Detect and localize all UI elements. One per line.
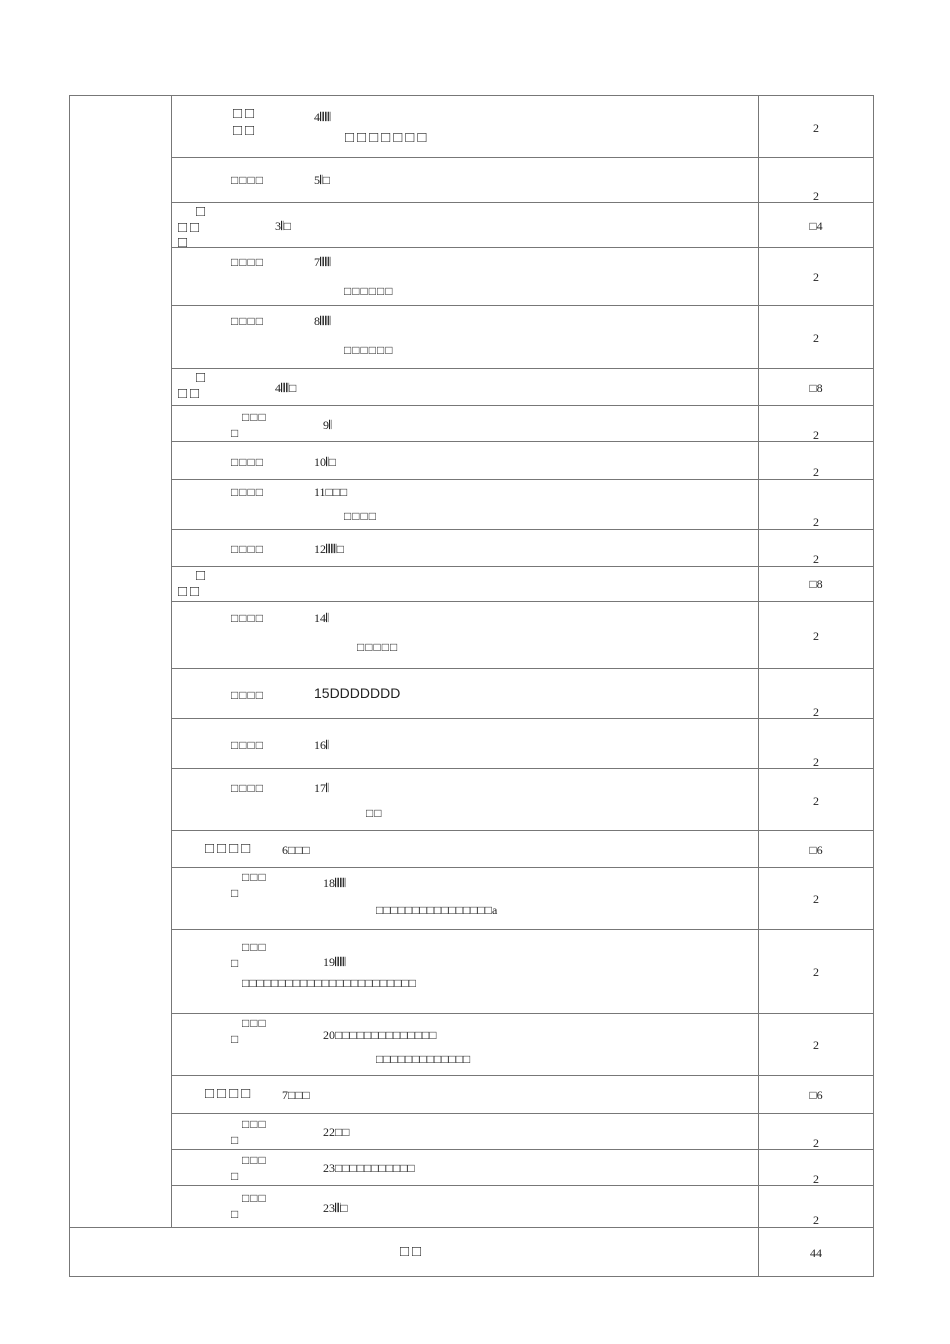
row-label: □□□ [242,1153,267,1167]
row-label: □ [231,1207,239,1221]
group-label: □□ [178,220,203,236]
row-text: 17𝄃 [314,781,329,795]
row-divider [171,830,874,831]
row-label: □□□□ [231,738,264,752]
row-divider [171,247,874,248]
row-score: 2 [813,428,819,442]
row-score: 2 [813,465,819,479]
row-text: 20□□□□□□□□□□□□□□ [323,1028,437,1042]
row-divider [171,368,874,369]
row-label: □□□ [242,410,267,424]
row-label: □ [231,886,239,900]
row-score: 2 [813,189,819,203]
row-divider [171,867,874,868]
row-label: □□ [233,106,258,122]
table-left-border [69,95,70,1277]
row-divider [171,405,874,406]
row-text: 19𝄃𝄃𝄃𝄃 [323,955,346,969]
row-score: 2 [813,794,819,808]
row-text: 18𝄃𝄃𝄃𝄃 [323,876,346,890]
row-divider [171,668,874,669]
row-label: □□□ [242,870,267,884]
row-subtext: □□□□ [344,509,377,523]
row-score: □6 [809,1088,823,1102]
row-score: 2 [813,1136,819,1150]
row-divider [171,1113,874,1114]
row-score: 2 [813,892,819,906]
row-score: □8 [809,381,823,395]
row-score: 2 [813,755,819,769]
group-label: □ [196,370,209,386]
row-divider [171,1013,874,1014]
row-label: □□□□ [231,173,264,187]
row-text: 4𝄃𝄃𝄃𝄃 [314,110,331,124]
row-label: □□□ [242,1191,267,1205]
row-divider [171,479,874,480]
row-subtext: □□□□□□□ [345,130,430,146]
row-label: □□□□ [231,542,264,556]
row-label: □□□□ [231,455,264,469]
section-label: □□□□ [205,841,254,857]
row-text: 8𝄃𝄃𝄃𝄃 [314,314,331,328]
row-text: 6□□□ [282,843,310,857]
table-bottom-border [69,1276,874,1277]
row-score: 2 [813,629,819,643]
row-text: 3𝄃□ [275,219,291,233]
row-text: 11□□□ [314,485,348,499]
group-label: □□ [178,584,203,600]
row-score: 2 [813,965,819,979]
row-divider [171,929,874,930]
group-label: □ [196,568,209,584]
row-score: □4 [809,219,823,233]
row-subtext: □□□□□□ [344,343,394,357]
row-label: □□□ [242,1016,267,1030]
section-label: □□□□ [205,1086,254,1102]
row-label: □□□□ [231,611,264,625]
row-label: □□□□ [231,485,264,499]
row-label: □□ [233,123,258,139]
row-label: □ [231,1032,239,1046]
row-text: 4𝄃𝄃𝄃□ [275,381,297,395]
row-score: 2 [813,270,819,284]
row-score: 2 [813,1213,819,1227]
total-value: 44 [810,1246,822,1260]
row-label: □□□□ [231,781,264,795]
row-text: 15DDDDDDD [314,685,401,701]
row-label: □□□□ [231,688,264,702]
row-text: 10𝄃□ [314,455,336,469]
row-text: 5𝄃□ [314,173,330,187]
row-label: □ [231,1133,239,1147]
row-label: □ [231,956,239,970]
row-score: 2 [813,705,819,719]
row-text: 23□□□□□□□□□□□ [323,1161,415,1175]
row-score: 2 [813,552,819,566]
row-label: □□□ [242,940,267,954]
group-label: □ [178,236,191,247]
row-score: □8 [809,577,823,591]
row-text: 14𝄃 [314,611,329,625]
column-divider-1 [171,95,172,1227]
row-subtext: □□ [366,806,383,820]
table-top-border [69,95,874,96]
row-divider [171,157,874,158]
row-subtext: □□□□□□□□□□□□□□□□a [376,903,498,917]
row-text: 23𝄃𝄃□ [323,1201,348,1215]
row-label: □ [231,1169,239,1183]
row-divider [171,305,874,306]
row-score: 2 [813,1172,819,1186]
row-score: 2 [813,121,819,135]
row-divider [171,529,874,530]
row-divider [171,566,874,567]
row-subtext: □□□□□□ [344,284,394,298]
row-label: □□□□ [231,314,264,328]
row-text: 22□□ [323,1125,350,1139]
row-score: 2 [813,515,819,529]
row-text: 16𝄃 [314,738,329,752]
row-text: 7𝄃𝄃𝄃𝄃 [314,255,331,269]
row-divider [171,1075,874,1076]
row-subtext: □□□□□□□□□□□□□ [376,1052,471,1066]
row-divider [171,601,874,602]
row-label: □□□ [242,1117,267,1131]
row-score: □6 [809,843,823,857]
group-label: □□ [178,386,203,402]
row-text: 7□□□ [282,1088,310,1102]
row-score: 2 [813,331,819,345]
group-label: □ [196,204,209,220]
row-text: 9𝄃 [323,418,332,432]
total-label: □□ [400,1244,425,1260]
row-label: □□□□ [231,255,264,269]
row-subtext: □□□□□ [357,640,399,654]
table-right-border [873,95,874,1277]
row-label: □ [231,426,239,440]
row-text: 12𝄃𝄃𝄃𝄃□ [314,542,345,556]
row-subtext: □□□□□□□□□□□□□□□□□□□□□□□□ [242,976,416,990]
total-row-divider [69,1227,874,1228]
row-score: 2 [813,1038,819,1052]
